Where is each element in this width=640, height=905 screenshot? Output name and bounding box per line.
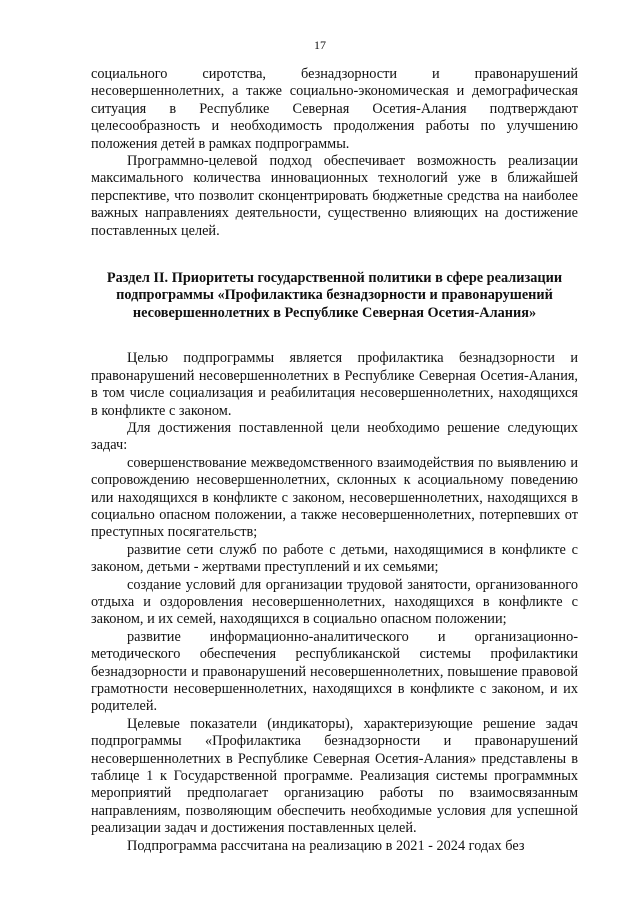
document-body — [91, 66, 578, 855]
paragraph: социального сиротства, безнадзорности и правонарушений несовершеннолетних, а также социально-экономическая и демографическая ситуация в Республике Северная Осетия-Алания подтверждают целесообразность и необходимость продолжения работы по улучшению положения детей в рамках подпрограммы. — [91, 66, 578, 152]
paragraph: Для достижения поставленной цели необходимо решение следующих задач: — [91, 419, 578, 454]
section-heading: Раздел II. Приоритеты государственной политики в сфере реализации подпрограммы «Профилактика безнадзорности и правонарушений несовершеннолетних в Республике Северная Осетия-Алания» — [106, 270, 563, 321]
list-item: создание условий для организации трудовой занятости, организованного отдыха и оздоровления несовершеннолетних, находящихся в конфликте с законом, и их семей, находящихся в социально опасном положении; — [91, 576, 578, 628]
list-item: развитие сети служб по работе с детьми, находящимися в конфликте с законом, детьми - жертвами преступлений и их семьями; — [91, 541, 578, 576]
paragraph: Программно-целевой подход обеспечивает возможность реализации максимального количества инновационных технологий уже в ближайшей перспективе, что позволит сконцентрировать бюджетные средства на наиболее важных направлениях деятельности, существенно влияющих на достижение поставленных целей. — [91, 153, 578, 239]
list-item: развитие информационно-аналитического и организационно-методического обеспечения республиканской системы профилактики безнадзорности и правонарушений несовершеннолетних, повышение правовой грамотности несовершеннолетних, находящихся в конфликте с законом, и их родителей. — [91, 628, 578, 715]
paragraph: Подпрограмма рассчитана на реализацию в 2021 - 2024 годах без — [127, 837, 525, 854]
list-item: совершенствование межведомственного взаимодействия по выявлению и сопровождению несовершеннолетних, склонных к асоциальному поведению или находящихся в конфликте с законом, несовершеннолетних, находящихся в социально опасном положении, а также несовершеннолетних, потерпевших от преступных посягательств; — [91, 454, 578, 541]
page-number: 17 — [314, 38, 326, 52]
paragraph: Целью подпрограммы является профилактика безнадзорности и правонарушений несовершеннолетних в Республике Северная Осетия-Алания, в том числе социализация и реабилитация несовершеннолетних, находящихся в конфликте с законом. — [91, 350, 578, 419]
paragraph: Целевые показатели (индикаторы), характеризующие решение задач подпрограммы «Профилактика безнадзорности и правонарушений несовершеннолетних в Республике Северная Осетия-Алания» представлены в таблице 1 к Государственной программе. Реализация системы программных мероприятий предполагает организацию работы по взаимосвязанным направлениям, позволяющим обеспечить необходимые условия для успешной реализации задач и достижения поставленных целей. — [91, 715, 578, 837]
